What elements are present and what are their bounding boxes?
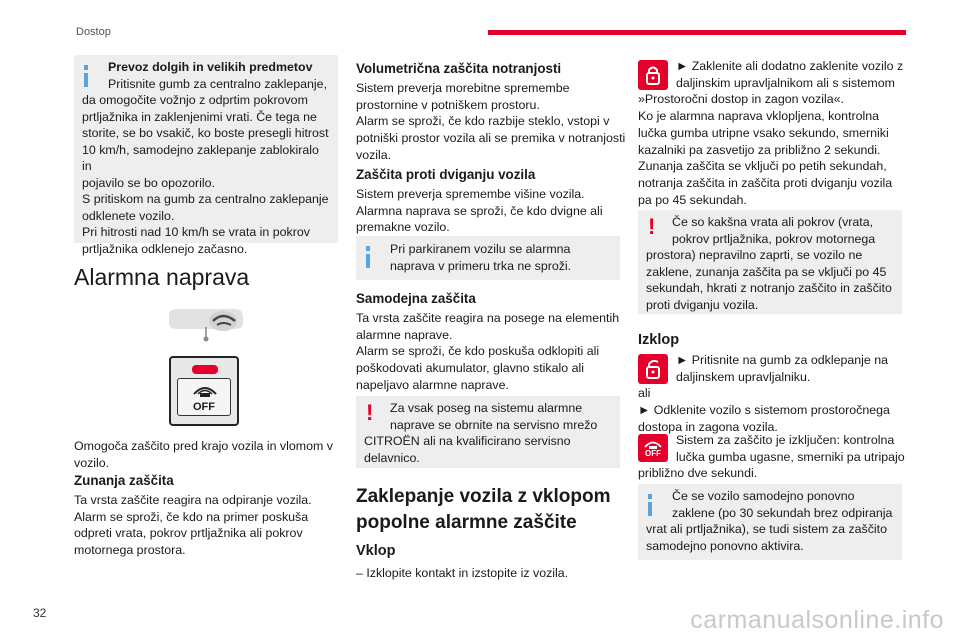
note-line: da omogočite vožnjo z odprtim pokrovom	[82, 93, 308, 107]
note-line: Pritisnite gumb za centralno zaklepanje,	[108, 76, 328, 91]
note-line: Pri parkiranem vozilu se alarmna	[390, 242, 571, 256]
warning-exclamation-icon: !	[366, 400, 374, 425]
warning-note-doors	[638, 210, 902, 314]
subheading-izklop: Izklop	[638, 332, 680, 348]
note-line: S pritiskom na gumb za centralno zaklepanje	[82, 192, 329, 206]
note-line: Za vsak poseg na sistemu alarmne	[390, 401, 583, 415]
text-line: kazalniki pa zasvetijo za približno 2 sekundi.	[638, 142, 881, 157]
note-line: delavnico.	[364, 450, 420, 465]
info-note-long-items	[74, 55, 338, 256]
dviganje-paragraph	[356, 186, 626, 236]
text-line: odpreti vrata, pokrov prtljažnika ali pokrov	[74, 526, 303, 541]
izklop-paragraph	[638, 352, 910, 436]
text-line: ► Odklenite vozilo s sistemom prostoročnega	[638, 403, 890, 418]
text-line: vozila.	[356, 147, 392, 162]
off-label: OFF	[645, 449, 661, 458]
text-line: ali	[638, 386, 651, 401]
warning-exclamation-icon: !	[648, 214, 656, 239]
big-heading	[356, 484, 636, 536]
text-line: alarmne naprave.	[356, 327, 453, 342]
off-label: OFF	[193, 401, 215, 413]
lock-paragraph	[638, 58, 910, 208]
note-title: Prevoz dolgih in velikih predmetov	[108, 60, 313, 74]
text-line: Ta vrsta zaščite reagira na odpiranje vozila.	[74, 493, 312, 507]
text-line: vozilo.	[74, 455, 110, 470]
text-line: Ta vrsta zaščite reagira na posege na elementih	[356, 311, 620, 325]
text-line: motornega prostora.	[74, 543, 186, 558]
text-line: prostornine v potniškem prostoru.	[356, 97, 540, 112]
text-line: lučka gumba utripne vsako sekundo, smerniki	[638, 125, 889, 140]
text-line: notranja zaščita in zaščita proti dviganju vozila	[638, 175, 893, 190]
note-line: zaklene, zunanja zaščita pa se vključi po 45	[646, 264, 887, 279]
note-line: pojavilo se bo opozorilo.	[82, 175, 215, 190]
note-line: prtljažnika odklenejo začasno.	[82, 241, 248, 256]
note-line: zaklene (po 30 sekundah brez odpiranja	[672, 505, 893, 520]
big-heading-line: popolne alarmne zaščite	[356, 512, 577, 533]
big-heading-line: Zaklepanje vozila z vklopom	[356, 486, 611, 507]
alarm-off-button-illustration	[169, 356, 239, 426]
text-line: Zunanja zaščita se vključi po petih sekundah,	[638, 159, 887, 174]
note-line: Pri hitrosti nad 10 km/h se vrata in pokrov	[82, 225, 310, 239]
car-shield-icon	[190, 382, 220, 400]
text-line: Sistem za zaščito je izključen: kontrolna	[676, 433, 895, 447]
note-line: prostora) nepravilno zaprti, se vozilo ne	[646, 248, 863, 262]
note-line: prtljažnika in zaklenjenimi vrati. Če tega ne	[82, 109, 317, 124]
subheading-vklop: Vklop	[356, 543, 396, 559]
text-line: Sistem preverja spremembe višine vozila.	[356, 187, 585, 201]
text-line: ► Pritisnite na gumb za odklepanje na	[676, 353, 889, 367]
dashboard-sensor-illustration	[165, 305, 247, 345]
note-line: sekundah, hkrati z notranjo zaščito in zaščito	[646, 281, 892, 295]
text-line: ► Zaklenite ali dodatno zaklenite vozilo z	[676, 59, 904, 73]
text-line: poškodovati akumulator, glavno stikalo ali	[356, 361, 584, 376]
text-line: Alarmna naprava se sproži, če kdo dvigne ali	[356, 203, 603, 218]
warning-note-service	[356, 396, 620, 468]
off-paragraph	[638, 432, 910, 482]
text-line: Alarm se sproži, če kdo poskuša odklopiti ali	[356, 344, 600, 359]
intro-paragraph	[74, 438, 338, 471]
note-line: 10 km/h, samodejno zaklepanje zablokiralo in	[82, 142, 319, 173]
text-line: daljinskim upravljalnikom ali s sistemom	[676, 75, 895, 90]
note-line: naprava v primeru trka ne sproži.	[390, 258, 572, 273]
page-number: 32	[33, 606, 47, 620]
text-line: Alarm se sproži, če kdo na primer poskuša	[74, 509, 309, 524]
text-line: napeljavo alarmne naprave.	[356, 377, 509, 392]
note-line: samodejno ponovno aktivira.	[646, 538, 804, 553]
note-line: CITROËN ali na kvalificirano servisno	[364, 434, 571, 448]
header-accent-bar	[488, 30, 906, 35]
header-section-title: Dostop	[76, 26, 111, 38]
text-line: daljinskem upravljalniku.	[676, 369, 811, 384]
text-line: dostopa in zagona vozila.	[638, 419, 778, 434]
indicator-light-icon	[192, 365, 218, 374]
text-line: lučka gumba ugasne, smerniki pa utripajo	[676, 449, 905, 464]
note-line: storite, se bo vsakič, ko boste presegli hitrost	[82, 126, 329, 140]
note-line: proti dviganju vozila.	[646, 297, 759, 312]
subheading-zunanja: Zunanja zaščita	[74, 473, 174, 488]
text-line: Omogoča zaščito pred krajo vozila in vlomom v	[74, 439, 333, 453]
subheading-dviganje: Zaščita proti dviganju vozila	[356, 167, 536, 182]
volumetric-paragraph	[356, 80, 626, 164]
text-line: Alarm se sproži, če kdo razbije steklo, vstopi v	[356, 114, 610, 129]
text-line: premakne vozilo.	[356, 220, 450, 235]
note-line: naprave se obrnite na servisno mrežo	[390, 417, 598, 432]
info-note-relock	[638, 484, 902, 560]
text-line: »Prostoročni dostop in zagon vozila«.	[638, 92, 844, 107]
text-line: Ko je alarmna naprava vklopljena, kontrolna	[638, 109, 880, 124]
zunanja-paragraph	[74, 492, 338, 559]
text-line: približno dve sekundi.	[638, 466, 758, 481]
note-line: Če se vozilo samodejno ponovno	[672, 489, 855, 503]
info-note-parking	[356, 236, 620, 280]
note-line: Če so kakšna vrata ali pokrov (vrata,	[672, 215, 874, 229]
section-title: Alarmna naprava	[74, 264, 250, 290]
info-icon-stem	[366, 254, 370, 268]
button-face	[177, 378, 231, 416]
text-line: Sistem preverja morebitne spremembe	[356, 81, 570, 95]
watermark: carmanualsonline.info	[690, 606, 944, 634]
info-icon	[366, 246, 370, 251]
note-line: odklenete vozilo.	[82, 208, 175, 223]
subheading-volumetric: Volumetrična zaščita notranjosti	[356, 61, 562, 76]
text-line: potniški prostor vozila ali se premika v notranjosti	[356, 131, 626, 146]
subheading-samodejna: Samodejna zaščita	[356, 291, 476, 306]
vklop-line: – Izklopite kontakt in izstopite iz vozila.	[356, 566, 569, 580]
note-line: vrat ali prtljažnika), se tudi sistem za zaščito	[646, 522, 888, 536]
note-line: pokrov prtljažnika, pokrov motornega	[672, 231, 876, 246]
samodejna-paragraph	[356, 310, 626, 394]
text-line: pa po 45 sekundah.	[638, 192, 747, 207]
